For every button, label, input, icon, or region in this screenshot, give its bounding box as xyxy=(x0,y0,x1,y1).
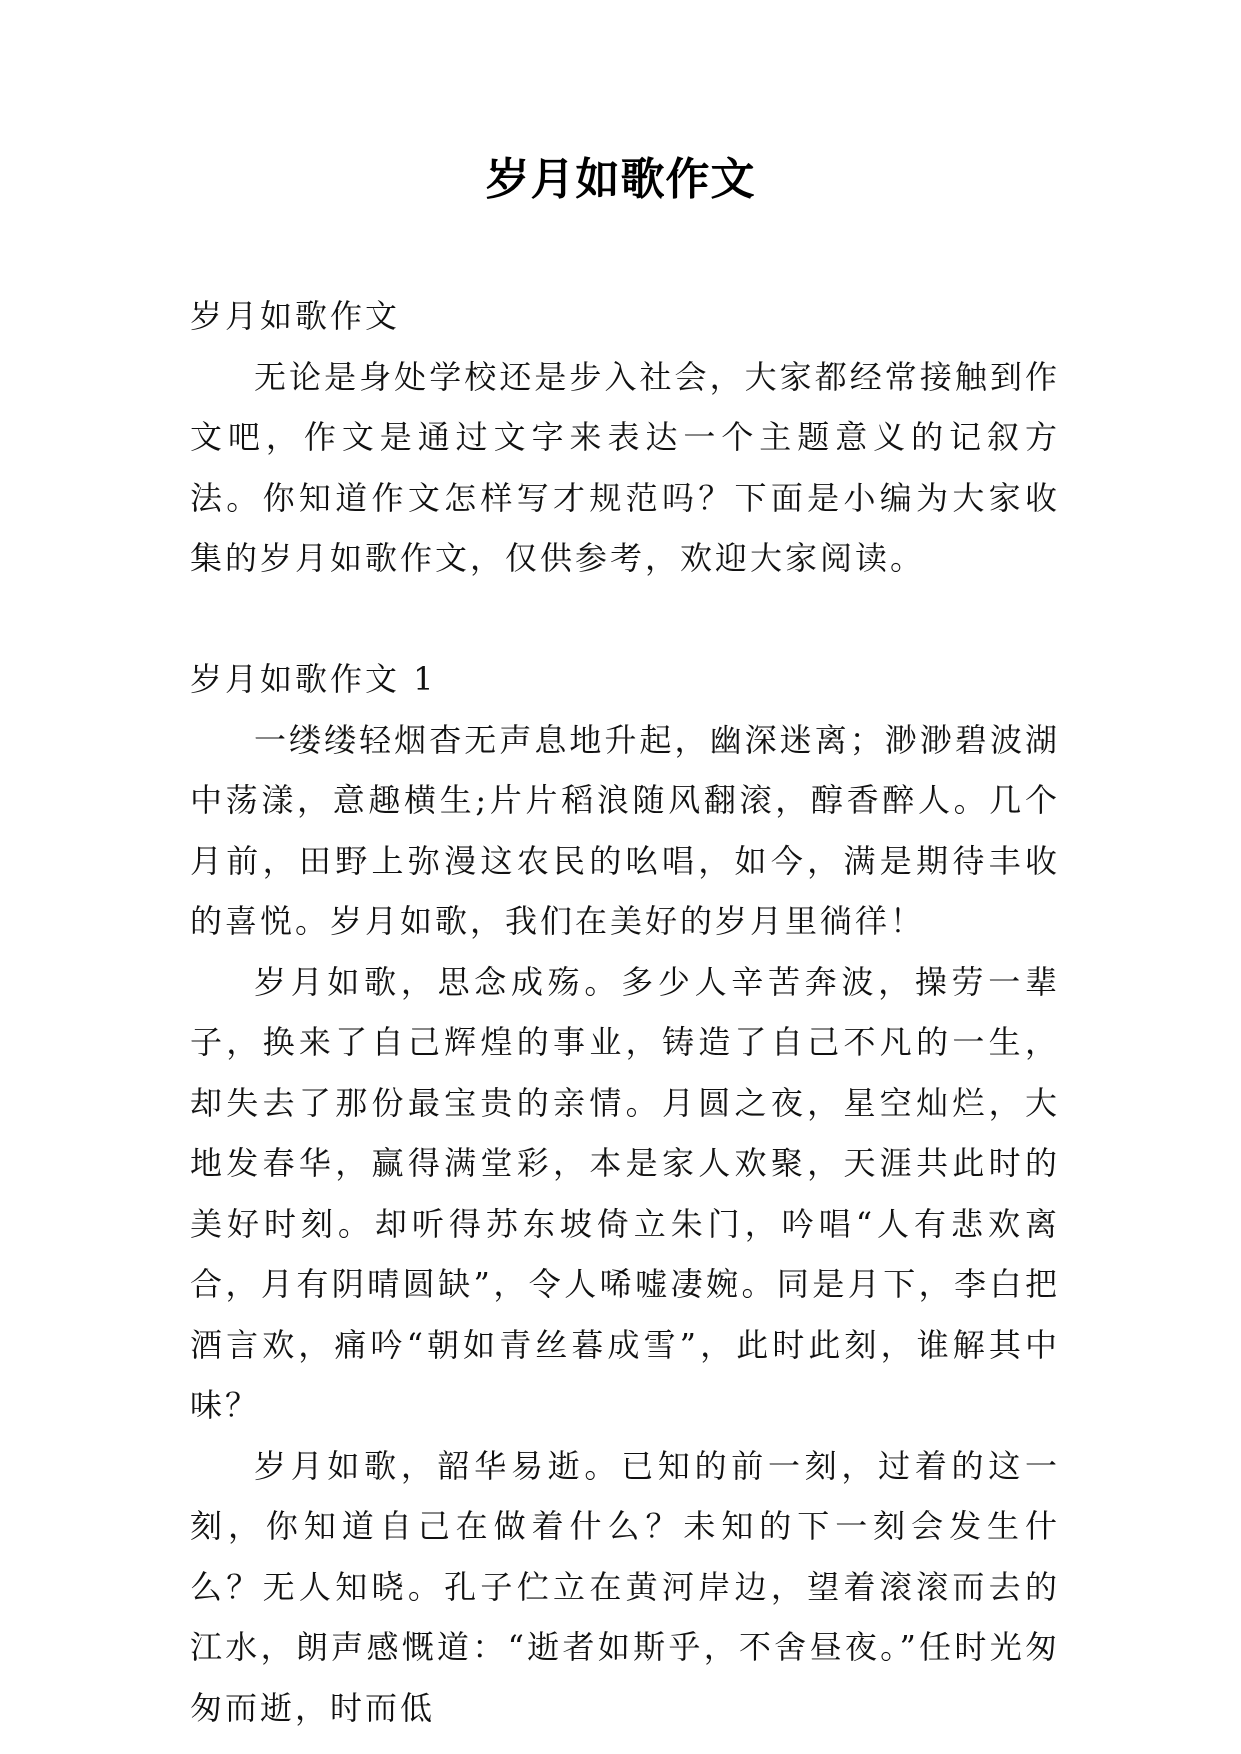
essay1-paragraph-1: 一缕缕轻烟杳无声息地升起，幽深迷离；渺渺碧波湖中荡漾，意趣横生;片片稻浪随风翻滚，醇香醉人。几个月前，田野上弥漫这农民的吆唱，如今，满是期待丰收的喜悦。岁月如歌，我们在美好的岁月里徜徉！ xyxy=(190,720,1060,940)
section-spacer xyxy=(190,589,1060,650)
essay1-heading: 岁月如歌作文 1 xyxy=(190,660,437,698)
document-body xyxy=(190,286,1060,1738)
intro-paragraph: 无论是身处学校还是步入社会，大家都经常接触到作文吧，作文是通过文字来表达一个主题意义的记叙方法。你知道作文怎样写才规范吗？下面是小编为大家收集的岁月如歌作文，仅供参考，欢迎大家阅读。 xyxy=(190,357,1060,577)
essay1-paragraph-3: 岁月如歌，韶华易逝。已知的前一刻，过着的这一刻，你知道自己在做着什么？未知的下一刻会发生什么？无人知晓。孔子伫立在黄河岸边，望着滚滚而去的江水，朗声感慨道：“逝者如斯乎，不舍昼夜。”任时光匆匆而逝，时而低 xyxy=(190,1446,1060,1727)
intro-heading: 岁月如歌作文 xyxy=(190,297,401,335)
essay1-paragraph-2: 岁月如歌，思念成殇。多少人辛苦奔波，操劳一辈子，换来了自己辉煌的事业，铸造了自己不凡的一生，却失去了那份最宝贵的亲情。月圆之夜，星空灿烂，大地发春华，赢得满堂彩，本是家人欢聚，天涯共此时的美好时刻。却听得苏东坡倚立朱门，吟唱“人有悲欢离合，月有阴晴圆缺”，令人唏嘘凄婉。同是月下，李白把酒言欢，痛吟“朝如青丝暮成雪”，此时此刻，谁解其中味？ xyxy=(190,962,1060,1424)
document-title: 岁月如歌作文 xyxy=(485,154,756,205)
